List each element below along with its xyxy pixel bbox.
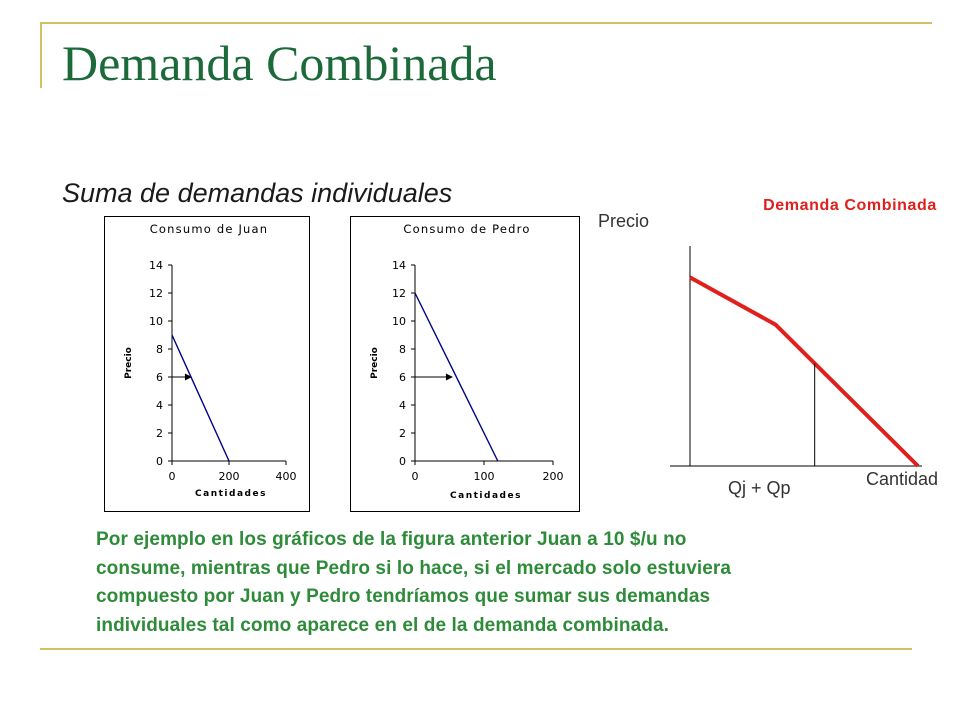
y-axis-label: Precio xyxy=(370,347,380,379)
y-tick-label: 10 xyxy=(149,315,163,328)
combined-y-label: Precio xyxy=(598,211,650,231)
x-tick-label: 100 xyxy=(473,470,495,483)
explanation-line: individuales tal como aparece en el de la demanda combinada. xyxy=(96,614,670,636)
chart-combined-svg xyxy=(578,190,960,510)
chart-title: Consumo de Pedro xyxy=(403,222,531,236)
y-tick-label: 6 xyxy=(399,371,406,384)
x-tick-label: 400 xyxy=(275,470,297,483)
y-tick-label: 4 xyxy=(156,399,163,412)
y-tick-label: 12 xyxy=(392,287,406,300)
combined-x-label: Cantidad xyxy=(866,469,939,489)
price-arrow-head xyxy=(185,374,192,381)
explanation-line: compuesto por Juan y Pedro tendríamos que sumar sus demandas xyxy=(96,586,711,607)
y-tick-label: 12 xyxy=(149,287,163,300)
chart-consumo-juan xyxy=(104,216,310,512)
explanation-line: Por ejemplo en los gráficos de la figura anterior Juan a 10 $/u no xyxy=(96,529,687,550)
combined-chart-title: Demanda Combinada xyxy=(763,197,937,214)
combined-demand-line xyxy=(690,277,918,466)
x-tick-label: 200 xyxy=(542,470,564,483)
chart-consumo-pedro xyxy=(350,216,580,512)
y-tick-label: 0 xyxy=(399,455,406,468)
bottom-rule xyxy=(40,648,912,650)
chart-title: Consumo de Juan xyxy=(149,222,269,236)
x-tick-label: 0 xyxy=(411,470,419,483)
y-tick-label: 6 xyxy=(156,371,163,384)
y-tick-label: 4 xyxy=(399,399,406,412)
x-tick-label: 200 xyxy=(218,470,240,483)
demand-line xyxy=(172,335,229,461)
top-rule xyxy=(40,22,932,24)
y-tick-label: 2 xyxy=(399,427,406,440)
y-tick-label: 2 xyxy=(156,427,163,440)
y-tick-label: 14 xyxy=(392,259,406,272)
y-axis-label: Precio xyxy=(124,347,134,379)
x-axis-label: Cantidades xyxy=(450,491,522,501)
y-tick-label: 8 xyxy=(399,343,406,356)
y-tick-label: 0 xyxy=(156,455,163,468)
x-tick-label: 0 xyxy=(168,470,176,483)
y-tick-label: 10 xyxy=(392,315,406,328)
explanation-line: consume, mientras que Pedro si lo hace, si el mercado solo estuviera xyxy=(96,557,732,579)
chart-demanda-combinada xyxy=(578,190,960,510)
left-rule xyxy=(40,22,42,88)
quantity-marker-label: Qj + Qp xyxy=(728,478,791,498)
slide-title: Demanda Combinada xyxy=(62,35,497,91)
y-tick-label: 14 xyxy=(149,259,163,272)
chart-juan-svg xyxy=(105,217,309,511)
chart-pedro-svg xyxy=(351,217,579,511)
slide-subtitle: Suma de demandas individuales xyxy=(62,178,453,208)
price-arrow-head xyxy=(446,374,453,381)
y-tick-label: 8 xyxy=(156,343,163,356)
explanation-text xyxy=(96,526,916,640)
x-axis-label: Cantidades xyxy=(195,489,267,499)
